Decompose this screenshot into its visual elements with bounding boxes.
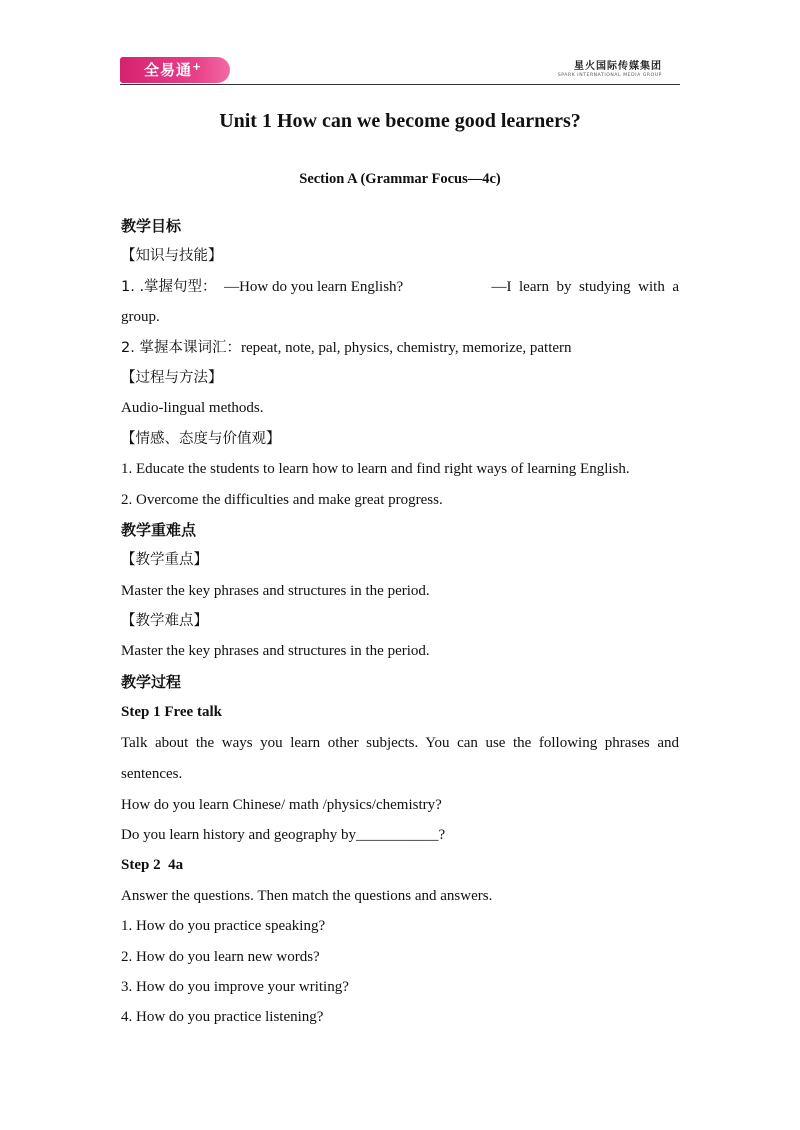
difficulty-label: 【教学难点】 [121,613,208,630]
emotion-item-1: 1. Educate the students to learn how to learn and find right ways of learning English. [121,461,630,478]
objectives-heading: 教学目标 [121,217,182,235]
brand-name-cn: 星火国际传媒集团 [574,61,662,72]
procedure-heading: 教学过程 [121,672,182,691]
step-1-title: Step 1 Free talk [121,704,222,721]
emotion-label: 【情感、态度与价值观】 [121,430,281,447]
header-rule [120,84,680,85]
step-2-text: Answer the questions. Then match the questions and answers. [121,887,493,904]
knowledge-item-1-answer: —I learn by studying with a [491,278,679,295]
process-label: 【过程与方法】 [121,369,223,386]
key-points-heading: 教学重难点 [121,520,197,539]
knowledge-item-1-question: —How do you learn English? [224,278,404,295]
publisher-brand [558,61,662,79]
knowledge-item-2-words: repeat, note, pal, physics, chemistry, memorize, pattern [240,339,572,356]
step-1-text: Talk about the ways you learn other subjects. You can use the following phrases and sentences. [121,734,679,782]
page-header [120,55,680,87]
step-2-question: 1. How do you practice speaking? [121,918,326,935]
focus-text: Master the key phrases and structures in the period. [121,582,430,599]
logo-text: 全易通 [144,61,193,79]
knowledge-item-2-prefix: 2. 掌握本课词汇： [121,339,241,356]
page-title: Unit 1 How can we become good learners? [219,110,581,132]
focus-label: 【教学重点】 [121,552,208,569]
document-body [121,211,679,1033]
step-2-title: Step 2 4a [121,857,184,874]
emotion-item-2: 2. Overcome the difficulties and make great progress. [121,491,443,508]
knowledge-item-2 [121,333,679,363]
knowledge-item-1 [121,272,679,302]
step-2-question: 4. How do you practice listening? [121,1009,324,1026]
step-1-question-1: How do you learn Chinese/ math /physics/chemistry? [121,796,442,813]
step-2-question: 2. How do you learn new words? [121,948,320,965]
quanyitong-logo [120,57,230,83]
brand-name-en: SPARK INTERNATIONAL MEDIA GROUP [557,73,662,78]
difficulty-text: Master the key phrases and structures in the period. [121,643,430,660]
knowledge-item-1-cont: group. [121,309,160,326]
process-text: Audio-lingual methods. [121,400,264,417]
page-subtitle: Section A (Grammar Focus—4c) [299,171,501,187]
step-2-question: 3. How do you improve your writing? [121,978,349,995]
knowledge-label: 【知识与技能】 [121,248,223,265]
knowledge-item-1-prefix: 1. .掌握句型： [121,278,217,295]
logo-plus: + [192,60,203,73]
step-1-question-2: Do you learn history and geography by___________? [121,827,446,844]
